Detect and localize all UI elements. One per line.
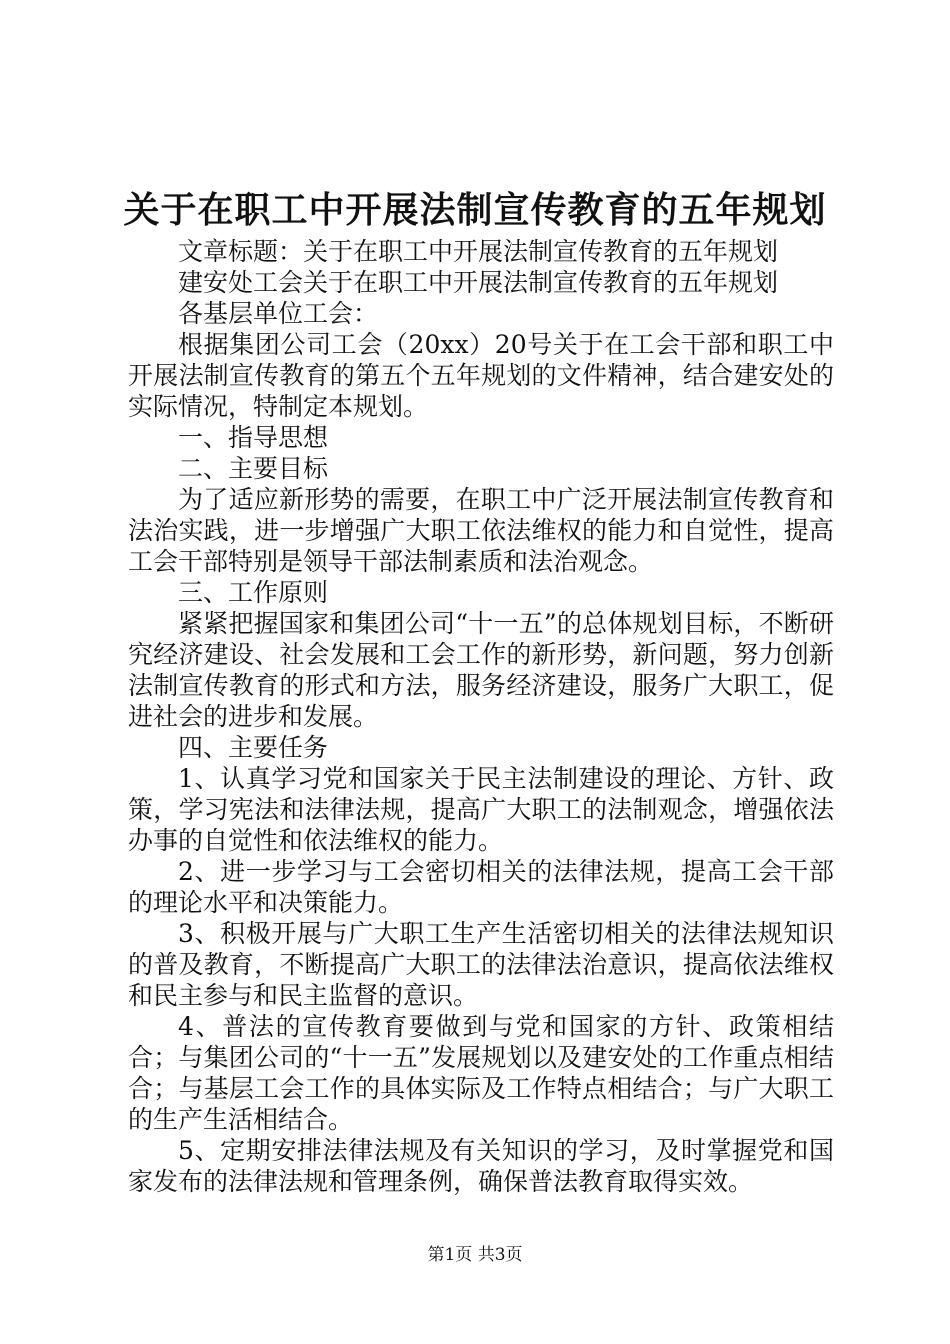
section-heading-main-goals: 二、主要目标 — [178, 454, 329, 483]
intro-paragraph: 根据集团公司工会（20xx）20号关于在工会干部和职工中开展法制宣传教育的第五个五年规划的文件精神，结合建安处的实际情况，特制定本规划。 — [128, 330, 834, 421]
salutation-line: 各基层单位工会： — [178, 299, 379, 328]
work-principles-paragraph: 紧紧把握国家和集团公司“十一五”的总体规划目标，不断研究经济建设、社会发展和工会工作的新形势，新问题，努力创新法制宣传教育的形式和方法，服务经济建设，服务广大职工，促进社会的进步和发展。 — [128, 609, 834, 731]
document-body — [128, 236, 834, 1197]
main-goals-paragraph: 为了适应新形势的需要，在职工中广泛开展法制宣传教育和法治实践，进一步增强广大职工依法维权的能力和自觉性，提高工会干部特别是领导干部法制素质和法治观念。 — [128, 485, 834, 576]
task-item: 3、积极开展与广大职工生产生活密切相关的法律法规知识的普及教育，不断提高广大职工的法律法治意识，提高依法维权和民主参与和民主监督的意识。 — [128, 919, 834, 1010]
document-title: 关于在职工中开展法制宣传教育的五年规划 — [123, 189, 827, 231]
task-item: 1、认真学习党和国家关于民主法制建设的理论、方针、政策，学习宪法和法律法规，提高广大职工的法制观念，增强依法办事的自觉性和依法维权的能力。 — [128, 764, 834, 855]
task-item: 2、进一步学习与工会密切相关的法律法规，提高工会干部的理论水平和决策能力。 — [128, 857, 834, 917]
task-item: 5、定期安排法律法规及有关知识的学习，及时掌握党和国家发布的法律法规和管理条例，确保普法教育取得实效。 — [128, 1136, 834, 1196]
issuer-line: 建安处工会关于在职工中开展法制宣传教育的五年规划 — [178, 268, 779, 297]
page-number-footer: 第1页 共3页 — [427, 1245, 523, 1265]
section-heading-main-tasks: 四、主要任务 — [178, 733, 329, 762]
section-heading-guiding-thought: 一、指导思想 — [178, 423, 329, 452]
article-title-line: 文章标题：关于在职工中开展法制宣传教育的五年规划 — [178, 237, 779, 266]
section-heading-work-principles: 三、工作原则 — [178, 578, 329, 607]
task-item: 4、普法的宣传教育要做到与党和国家的方针、政策相结合；与集团公司的“十一五”发展规划以及建安处的工作重点相结合；与基层工会工作的具体实际及工作特点相结合；与广大职工的生产生活相结合。 — [128, 1012, 834, 1134]
